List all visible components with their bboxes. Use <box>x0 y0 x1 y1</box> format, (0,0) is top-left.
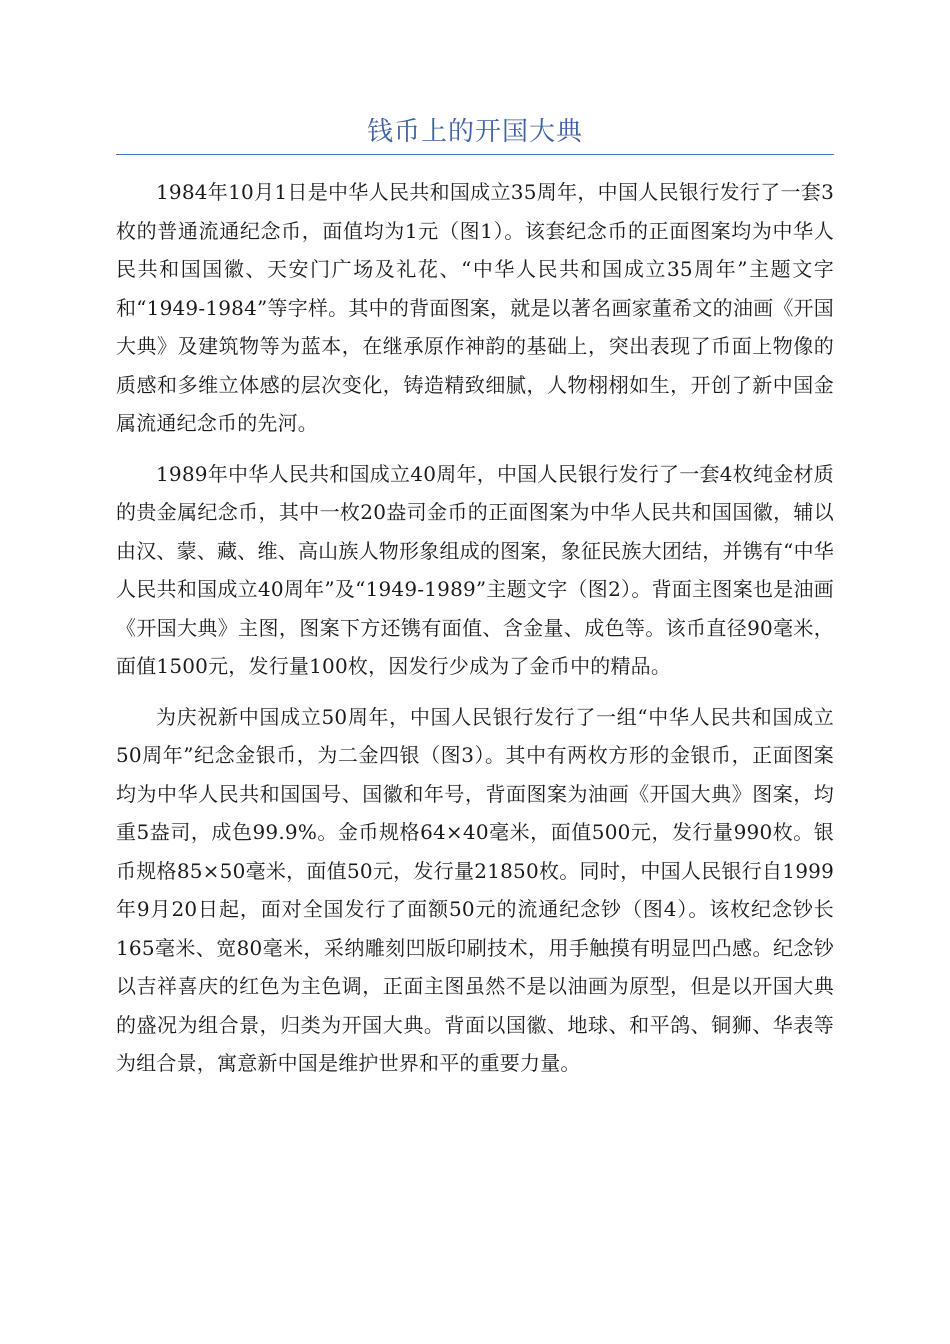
paragraph-1: 1984年10月1日是中华人民共和国成立35周年，中国人民银行发行了一套3枚的普通流通纪念币，面值均为1元（图1）。该套纪念币的正面图案均为中华人民共和国国徽、天安门广场及礼花、“中华人民共和国成立35周年”主题文字和“1949-1984”等字样。其中的背面图案，就是以著名画家董希文的油画《开国大典》及建筑物等为蓝本，在继承原作神韵的基础上，突出表现了币面上物像的质感和多维立体感的层次变化，铸造精致细腻，人物栩栩如生，开创了新中国金属流通纪念币的先河。 <box>116 180 834 435</box>
document-title: 钱币上的开国大典 <box>366 117 583 147</box>
paragraph-3: 为庆祝新中国成立50周年，中国人民银行发行了一组“中华人民共和国成立50周年”纪念金银币，为二金四银（图3）。其中有两枚方形的金银币，正面图案均为中华人民共和国国号、国徽和年号，背面图案为油画《开国大典》图案，均重5盎司，成色99.9%。金币规格64×40毫米，面值500元，发行量990枚。银币规格85×50毫米，面值50元，发行量21850枚。同时，中国人民银行自1999年9月20日起，面对全国发行了面额50元的流通纪念钞（图4）。该枚纪念钞长165毫米、宽80毫米，采纳雕刻凹版印刷技术，用手触摸有明显凹凸感。纪念钞以吉祥喜庆的红色为主色调，正面主图虽然不是以油画为原型，但是以开国大典的盛况为组合景，归类为开国大典。背面以国徽、地球、和平鸽、铜狮、华表等为组合景，寓意新中国是维护世界和平的重要力量。 <box>116 704 834 1075</box>
document-page <box>116 112 834 1095</box>
title-underline <box>116 154 834 155</box>
paragraph-2: 1989年中华人民共和国成立40周年，中国人民银行发行了一套4枚纯金材质的贵金属纪念币，其中一枚20盎司金币的正面图案为中华人民共和国国徽，辅以由汉、蒙、藏、维、高山族人物形象组成的图案，象征民族大团结，并镌有“中华人民共和国成立40周年”及“1949-1989”主题文字（图2）。背面主图案也是油画《开国大典》主图，图案下方还镌有面值、含金量、成色等。该币直径90毫米，面值1500元，发行量100枚，因发行少成为了金币中的精品。 <box>116 461 834 678</box>
